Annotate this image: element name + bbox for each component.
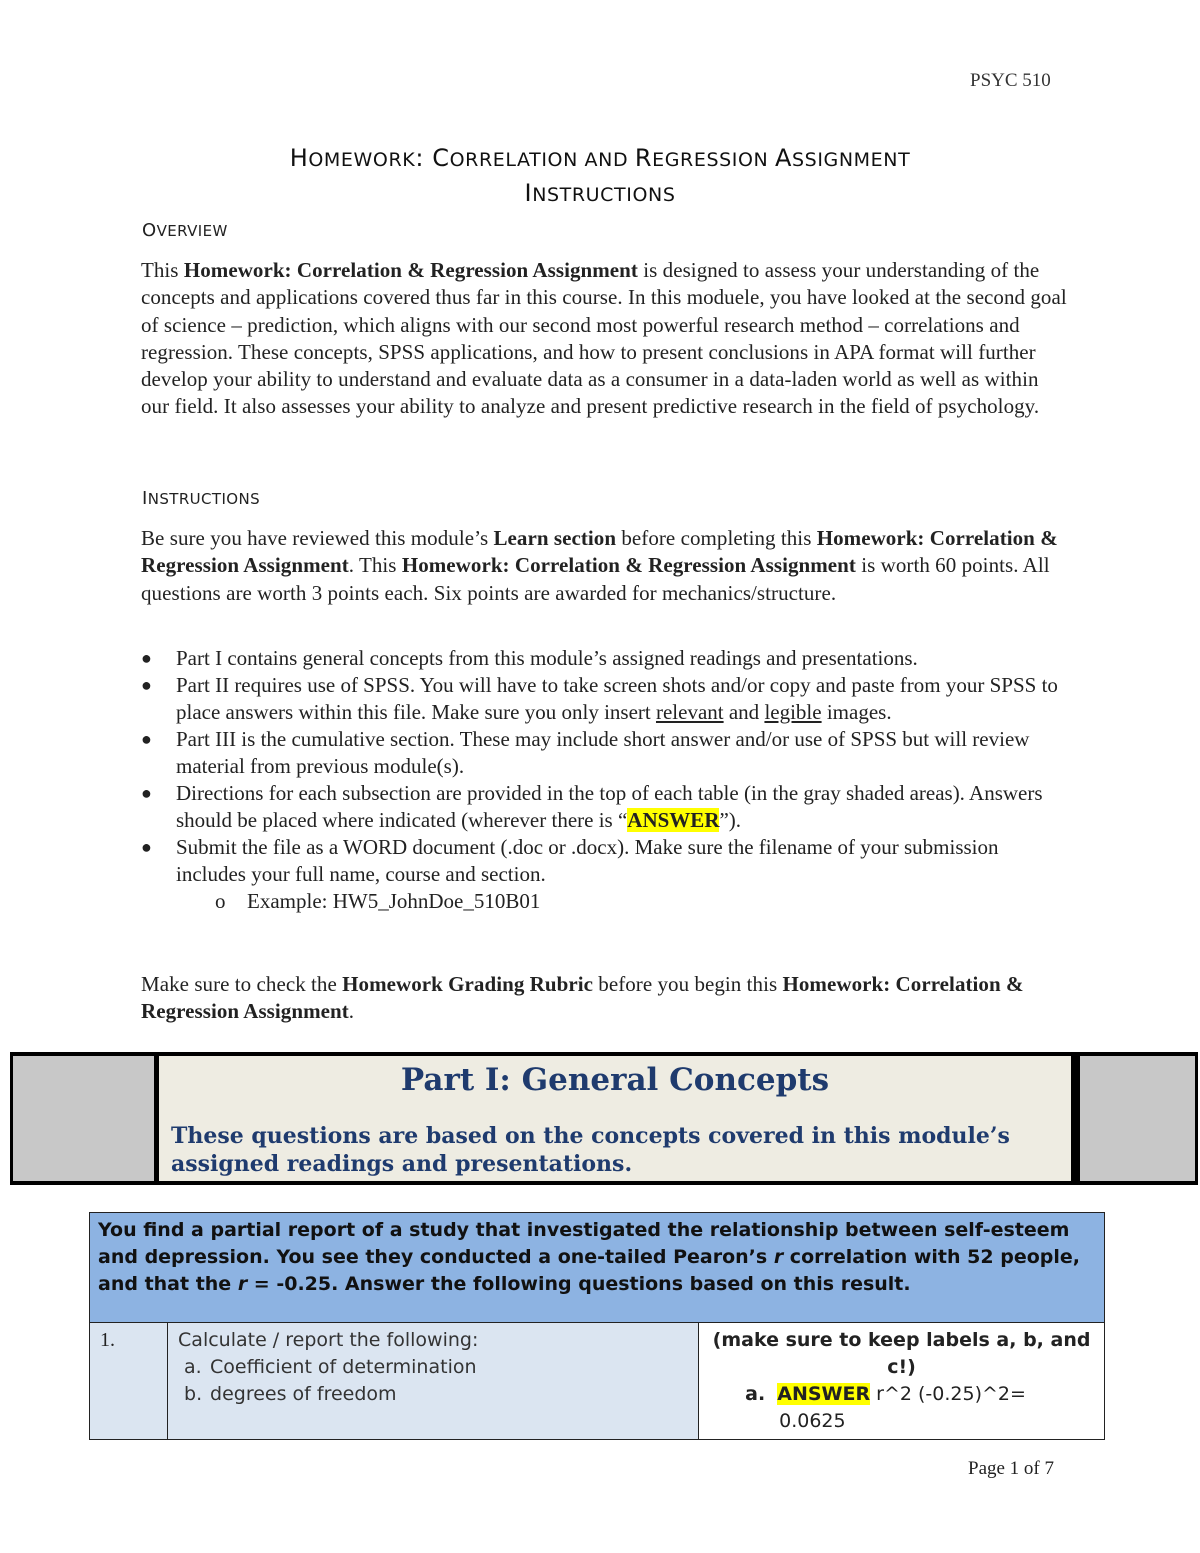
bullet-icon: ● — [141, 729, 152, 749]
answer-highlight: ANSWER — [777, 1383, 871, 1405]
overview-paragraph: This Homework: Correlation & Regression Assignment is designed to assess your understanding of the concepts and applications covered thus far in this course. In this moduele, you have looked at the second goal of science – prediction, which aligns with our second most powerful research method – correlations and regression. These concepts, SPSS applications, and how to present conclusions in APA format will further develop your ability to understand and evaluate data as a consumer in a data-laden world as well as within our field. It also assesses your ability to analyze and present predictive research in the field of psychology. — [141, 258, 1067, 419]
bullet-item: ● Submit the file as a WORD document (.doc or .docx). Make sure the filename of your submission includes your full name, course and section. — [141, 835, 999, 886]
question-number: 1. — [90, 1323, 168, 1440]
question-text-cell: Calculate / report the following: a. Coefficient of determination b. degrees of freedom — [168, 1323, 699, 1440]
answer-value: 0.0625 — [779, 1410, 846, 1432]
course-code: PSYC 510 — [970, 70, 1051, 91]
answer-cell[interactable]: (make sure to keep labels a, b, and c!) a. ANSWER r^2 (-0.25)^2= 0.0625 — [699, 1323, 1105, 1440]
rubric-paragraph: Make sure to check the Homework Grading Rubric before you begin this Homework: Correlation & Regression Assignment. — [141, 972, 1024, 1024]
bullet-icon: ● — [141, 783, 152, 803]
part1-subtitle: These questions are based on the concepts covered in this module’s assigned readings and presentations. — [171, 1123, 1010, 1177]
instructions-heading: INSTRUCTIONS — [142, 488, 261, 509]
banner-left-cell — [13, 1056, 154, 1181]
page-number: Page 1 of 7 — [968, 1458, 1055, 1479]
title-line-2: INSTRUCTIONS — [524, 179, 676, 207]
bullet-item: ● Part III is the cumulative section. These may include short answer and/or use of SPSS but will review material from previous module(s). — [141, 727, 1030, 778]
instructions-bullet-list — [141, 645, 1071, 915]
banner-right-cell — [1080, 1056, 1195, 1181]
sub-bullet-item: o Example: HW5_JohnDoe_510B01 — [215, 889, 541, 913]
instructions-paragraph: Be sure you have reviewed this module’s Learn section before completing this Homework: Correlation & Regression Assignment. This Homework: Correlation & Regression Assignment is worth 60 points. All questions are worth 3 points each. Six points are awarded for mechanics/structure. — [141, 526, 1058, 605]
bullet-item: ● Part II requires use of SPSS. You will have to take screen shots and/or copy and paste from your SPSS to place answers within this file. Make sure you only insert relevant and legible images. — [141, 673, 1058, 724]
bullet-icon: ● — [141, 837, 152, 857]
question-table-header: You find a partial report of a study that investigated the relationship between self-esteem and depression. You see they conducted a one-tailed Pearon’s r correlation with 52 people, and that the r = -0.25. Answer the following questions based on this result. — [90, 1213, 1105, 1323]
table-row — [90, 1323, 1105, 1440]
bullet-item: ● Part I contains general concepts from this module’s assigned readings and presentations. — [141, 646, 918, 670]
bullet-icon: ● — [141, 648, 152, 668]
answer-highlight: ANSWER — [627, 808, 720, 832]
title-line-1: HOMEWORK: CORRELATION AND REGRESSION ASSIGNMENT — [289, 144, 911, 172]
document-title — [0, 142, 1200, 212]
question-table — [89, 1212, 1105, 1440]
part1-title: Part I: General Concepts — [400, 1062, 830, 1098]
bullet-icon: ● — [141, 675, 152, 695]
part1-banner — [10, 1052, 1198, 1185]
overview-heading: OVERVIEW — [142, 220, 228, 241]
banner-center-cell — [159, 1056, 1071, 1181]
bullet-item: ● Directions for each subsection are provided in the top of each table (in the gray shaded areas). Answers should be placed where indicated (wherever there is “ANSWER”). — [141, 781, 1043, 832]
